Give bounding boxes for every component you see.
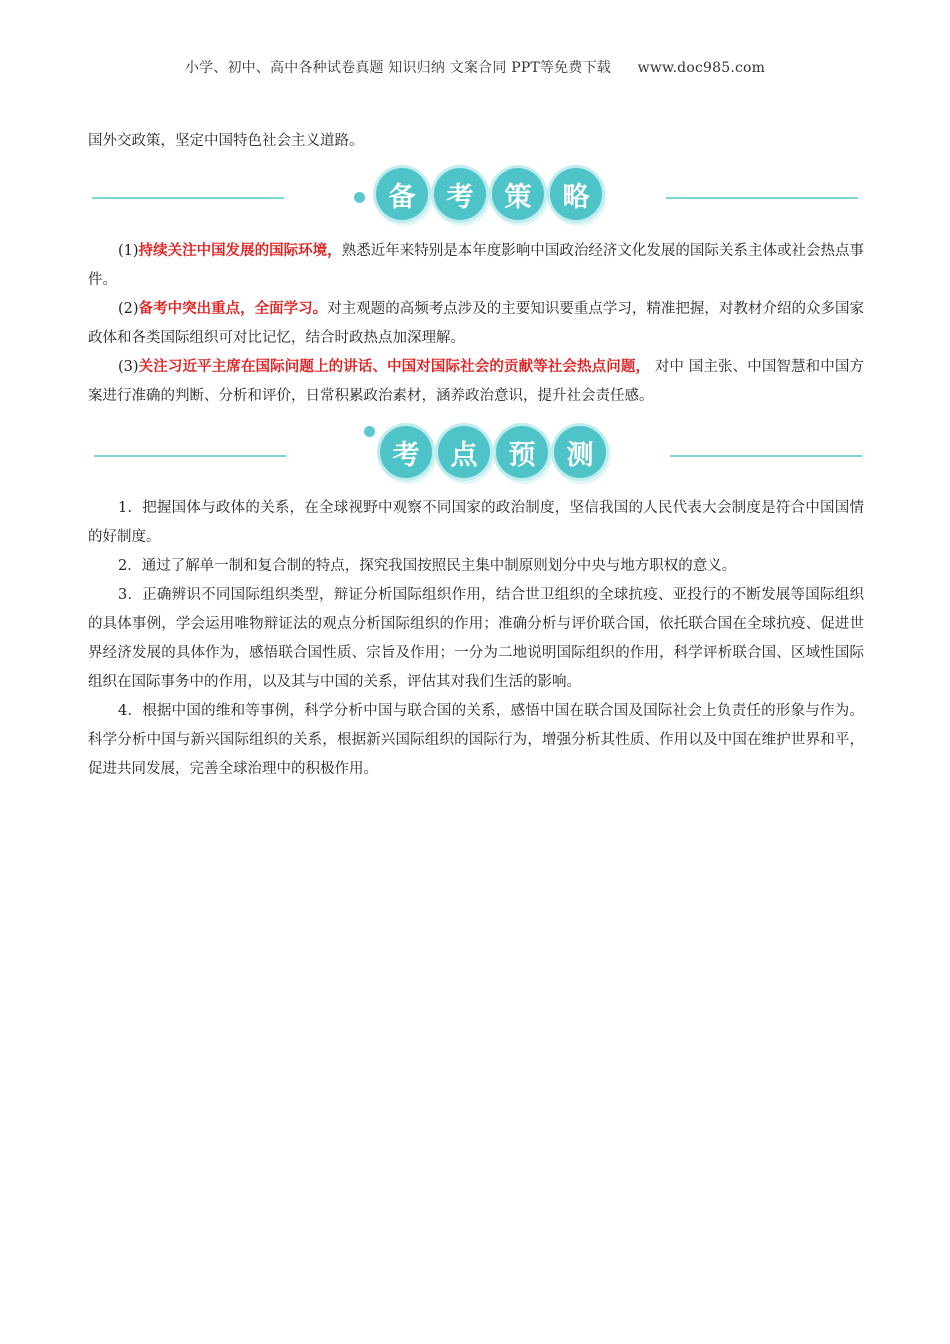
banner-char: 备	[376, 168, 428, 220]
prediction-list	[88, 494, 864, 784]
prediction-item: 4．根据中国的维和等事例，科学分析中国与联合国的关系，感悟中国在联合国及国际社会上负责任的形象与作为。科学分析中国与新兴国际组织的关系，根据新兴国际组织的国际行为，增强分析其性质、作用以及中国在维护世界和平，促进共同发展，完善全球治理中的积极作用。	[88, 703, 864, 777]
item-body: 对中 国主张、中国智慧和中国方案进行准确的判断、分析和评价，日常积累政治素材，涵养政治意识，提升社会责任感。	[88, 359, 864, 404]
page-header	[0, 57, 950, 77]
banner-char: 策	[492, 168, 544, 220]
section-banner-prediction	[88, 426, 864, 486]
strategy-list	[88, 237, 864, 411]
header-title: 小学、初中、高中各种试卷真题 知识归纳 文案合同 PPT等免费下载	[184, 60, 611, 76]
banner-line-right	[670, 455, 862, 457]
intro-text-block	[88, 127, 864, 156]
banner-char: 预	[496, 426, 548, 478]
item-body: 对主观题的高频考点涉及的主要知识要重点学习，精准把握，对教材介绍的众多国家政体和各类国际组织可对比记忆，结合时政热点加深理解。	[88, 301, 865, 346]
banner-line-right	[666, 197, 858, 199]
banner-char: 略	[550, 168, 602, 220]
item-highlight: 关注习近平主席在国际问题上的讲话、中国对国际社会的贡献等社会热点问题，	[138, 359, 651, 375]
item-prefix: (3)	[118, 359, 139, 375]
item-highlight: 备考中突出重点，全面学习。	[138, 301, 328, 317]
prediction-item: 2．通过了解单一制和复合制的特点，探究我国按照民主集中制原则划分中央与地方职权的意义。	[118, 558, 737, 574]
prediction-item: 1．把握国体与政体的关系，在全球视野中观察不同国家的政治制度，坚信我国的人民代表大会制度是符合中国国情的好制度。	[88, 500, 864, 545]
section-banner-strategy	[88, 168, 864, 228]
prediction-item: 3．正确辨识不同国际组织类型，辩证分析国际组织作用，结合世卫组织的全球抗疫、亚投行的不断发展等国际组织的具体事例，学会运用唯物辩证法的观点分析国际组织的作用；准确分析与评价联合国，依托联合国在全球抗疫、促进世界经济发展的具体作为，感悟联合国性质、宗旨及作用；一分为二地说明国际组织的作用，科学评析联合国、区域性国际组织在国际事务中的作用，以及其与中国的关系，评估其对我们生活的影响。	[88, 587, 864, 690]
banner-char: 测	[554, 426, 606, 478]
banner-badges	[380, 426, 606, 478]
banner-line-left	[94, 455, 286, 457]
banner-char: 考	[434, 168, 486, 220]
item-highlight: 持续关注中国发展的国际环境，	[138, 243, 342, 259]
item-prefix: (1)	[118, 243, 139, 259]
intro-paragraph: 国外交政策，坚定中国特色社会主义道路。	[88, 133, 364, 149]
banner-line-left	[92, 197, 284, 199]
banner-dot	[364, 426, 375, 437]
strategy-item	[88, 353, 864, 411]
header-url[interactable]: www.doc985.com	[637, 60, 766, 76]
strategy-item	[88, 295, 864, 353]
strategy-item	[88, 237, 864, 295]
banner-dot	[354, 192, 365, 203]
item-prefix: (2)	[118, 301, 139, 317]
banner-badges	[376, 168, 602, 220]
item-body: 熟悉近年来特别是本年度影响中国政治经济文化发展的国际关系主体或社会热点事件。	[88, 243, 865, 288]
banner-char: 考	[380, 426, 432, 478]
banner-char: 点	[438, 426, 490, 478]
